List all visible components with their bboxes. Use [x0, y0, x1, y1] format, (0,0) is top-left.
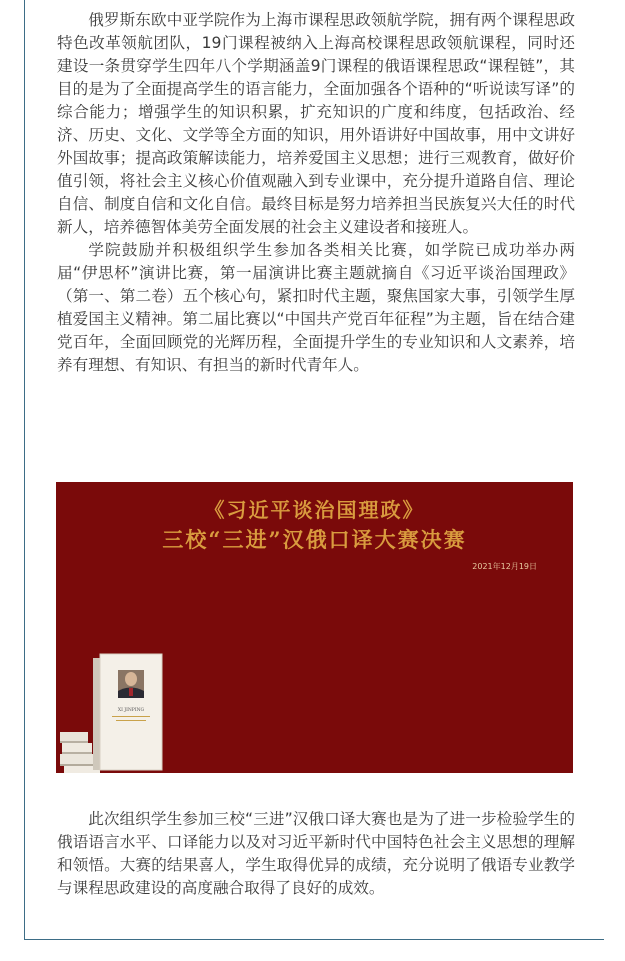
banner-date: 2021年12月19日 [472, 562, 537, 571]
article-body [57, 9, 575, 377]
paragraph-competition-results: 此次组织学生参加三校“三进”汉俄口译大赛也是为了进一步检验学生的俄语语言水平、口译能力以及对习近平新时代中国特色社会主义思想的理解和领悟。大赛的结果喜人，学生取得优异的成绩，充分说明了俄语专业教学与课程思政建设的高度融合取得了良好的成效。 [57, 810, 575, 897]
paragraph-competitions: 学院鼓励并积极组织学生参加各类相关比赛，如学院已成功举办两届“伊思杯”演讲比赛，第一届演讲比赛主题就摘自《习近平谈治国理政》（第一、第二卷）五个核心句，紧扣时代主题，聚焦国家大事，引领学生厚植爱国主义精神。第二届比赛以“中国共产党百年征程”为主题，旨在结合建党百年，全面回顾党的光辉历程，全面提升学生的专业知识和人文素养，培养有理想、有知识、有担当的新时代青年人。 [57, 241, 575, 374]
frame-bottom-border [24, 939, 604, 940]
book-cover-icon [100, 654, 162, 770]
paragraph-college-intro: 俄罗斯东欧中亚学院作为上海市课程思政领航学院，拥有两个课程思政特色改革领航团队，19门课程被纳入上海高校课程思政领航课程，同时还建设一条贯穿学生四年八个学期涵盖9门课程的俄语课程思政“课程链”，其目的是为了全面提高学生的语言能力，全面加强各个语种的“听说读写译”的综合能力；增强学生的知识积累，扩充知识的广度和纬度，包括政治、经济、历史、文化、文学等全方面的知识，用外语讲好中国故事，用中文讲好外国故事；提高政策解读能力，培养爱国主义思想；进行三观教育，做好价值引领，将社会主义核心价值观融入到专业课中，充分提升道路自信、理论自信、制度自信和文化自信。最终目标是努力培养担当民族复兴大任的时代新人，培养德智体美劳全面发展的社会主义建设者和接班人。 [57, 11, 575, 236]
banner-title-event: 三校“三进”汉俄口译大赛决赛 [162, 527, 467, 552]
banner-title-book: 《习近平谈治国理政》 [204, 498, 425, 522]
article-closing [57, 808, 575, 900]
book-cover-label: XI JINPING [117, 708, 145, 713]
book-stack-illustration [60, 650, 170, 773]
competition-banner-image [56, 482, 573, 773]
frame-left-border [24, 0, 25, 940]
